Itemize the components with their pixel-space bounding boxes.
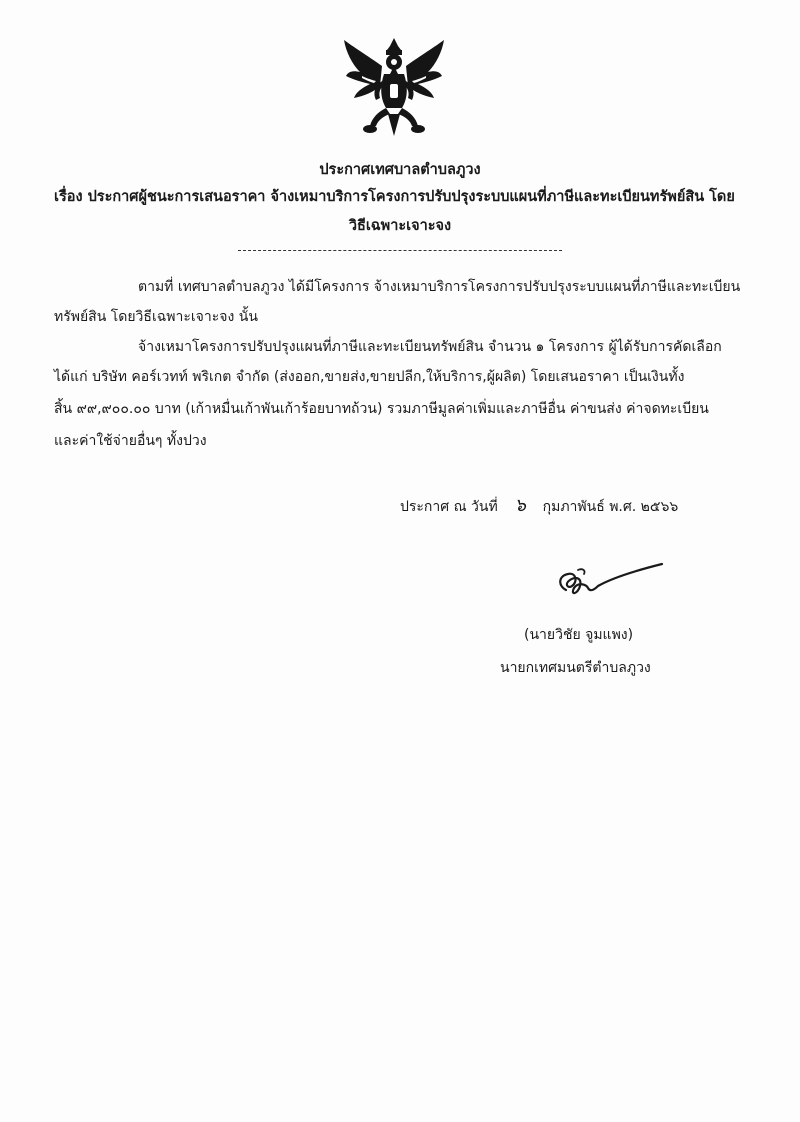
body-line-1: ตามที่ เทศบาลตำบลภูวง ได้มีโครงการ จ้างเหมาบริการโครงการปรับปรุงระบบแผนที่ภาษีและทะเบียน	[138, 279, 741, 295]
subject-line-2: วิธีเฉพาะเจาะจง	[348, 218, 452, 234]
signatory-position: นายกเทศมนตรีตำบลภูวง	[500, 660, 651, 676]
body-line-6: และค่าใช้จ่ายอื่นๆ ทั้งปวง	[54, 433, 207, 449]
date-month-year: กุมภาพันธ์ พ.ศ. ๒๕๖๖	[542, 499, 679, 515]
body-line-2: ทรัพย์สิน โดยวิธีเฉพาะเจาะจง นั้น	[54, 309, 258, 325]
announcement-date	[400, 490, 678, 519]
body-line-4: ได้แก่ บริษัท คอร์เวทท์ พริเกต จำกัด (ส่งออก,ขายส่ง,ขายปลีก,ให้บริการ,ผู้ผลิต) โดยเสนอราคา เป็นเงินทั้ง	[54, 369, 685, 385]
divider	[238, 250, 562, 251]
document-title: ประกาศเทศบาลตำบลภูวง	[319, 162, 481, 178]
signatory-name: (นายวิชัย จูมแพง)	[524, 627, 634, 643]
date-prefix: ประกาศ ณ วันที่	[400, 499, 498, 515]
garuda-emblem-icon	[340, 36, 448, 140]
handwritten-signature	[548, 556, 668, 606]
date-day: ๖	[514, 495, 526, 516]
body-line-3: จ้างเหมาโครงการปรับปรุงแผนที่ภาษีและทะเบียนทรัพย์สิน จำนวน ๑ โครงการ ผู้ได้รับการคัดเลือก	[138, 339, 722, 355]
subject-line-1: เรื่อง ประกาศผู้ชนะการเสนอราคา จ้างเหมาบริการโครงการปรับปรุงระบบแผนที่ภาษีและทะเบียนทรัพย์สิน โดย	[54, 189, 735, 205]
body-line-5: สิ้น ๙๙,๙๐๐.๐๐ บาท (เก้าหมื่นเก้าพันเก้าร้อยบาทถ้วน) รวมภาษีมูลค่าเพิ่มและภาษีอื่น ค่าขนส่ง ค่าจดทะเบียน	[54, 401, 709, 417]
